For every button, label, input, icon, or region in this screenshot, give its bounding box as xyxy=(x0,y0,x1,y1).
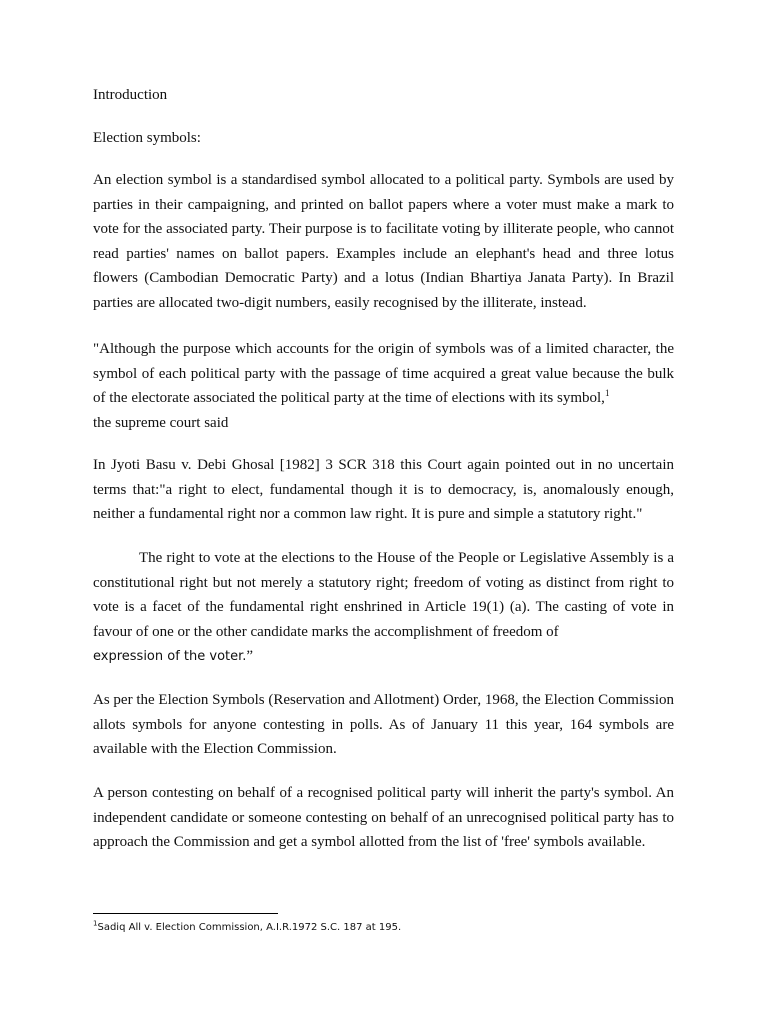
footnote-text: Sadiq All v. Election Commission, A.I.R.1972 S.C. 187 at 195. xyxy=(97,922,402,933)
footnote-marker: 1 xyxy=(93,919,98,928)
paragraph-4-tail: expression of the voter. xyxy=(93,649,247,664)
paragraph-2-tail: the supreme court said xyxy=(93,414,229,431)
paragraph-5: As per the Election Symbols (Reservation and Allotment) Order, 1968, the Election Commission allots symbols for anyone contesting in polls. As of January 11 this year, 164 symbols are available with the Election Commission. xyxy=(93,692,674,757)
paragraph-4 xyxy=(93,546,674,670)
footnote-reference: 1 xyxy=(604,388,610,398)
footnote-divider xyxy=(93,913,278,914)
paragraph-3: In Jyoti Basu v. Debi Ghosal [1982] 3 SCR 318 this Court again pointed out in no uncertain terms that:"a right to elect, fundamental though it is to democracy, is, anomalously enough, neither a fundamental right nor a common law right. It is pure and simple a statutory right." xyxy=(93,457,674,522)
paragraph-2 xyxy=(93,337,674,435)
paragraph-2-text: "Although the purpose which accounts for the origin of symbols was of a limited character, the symbol of each political party with the passage of time acquired a great value because the bulk of the electorate associated the political party at the time of elections with its symbol, xyxy=(93,341,674,406)
paragraph-6: A person contesting on behalf of a recognised political party will inherit the party's symbol. An independent candidate or someone contesting on behalf of an unrecognised political party has to approach the Commission and get a symbol allotted from the list of 'free' symbols available. xyxy=(93,785,674,850)
subheading: Election symbols: xyxy=(93,130,201,146)
paragraph-1: An election symbol is a standardised symbol allocated to a political party. Symbols are used by parties in their campaigning, and printed on ballot papers where a voter must make a mark to vote for the associated party. Their purpose is to facilitate voting by illiterate people, who cannot read parties' names on ballot papers. Examples include an elephant's head and three lotus flowers (Cambodian Democratic Party) and a lotus (Indian Bhartiya Janata Party). In Brazil parties are allocated two-digit numbers, easily recognised by the illiterate, instead. xyxy=(93,172,674,311)
paragraph-4-quote: ” xyxy=(246,648,254,664)
paragraph-4-text: The right to vote at the elections to the House of the People or Legislative Assembly is a constitutional right but not merely a statutory right; freedom of voting as distinct from right to vote is a facet of the fundamental right enshrined in Article 19(1) (a). The casting of vote in favour of one or the other candidate marks the accomplishment of freedom of xyxy=(93,550,674,640)
footnote xyxy=(93,921,693,935)
heading: Introduction xyxy=(93,87,168,103)
